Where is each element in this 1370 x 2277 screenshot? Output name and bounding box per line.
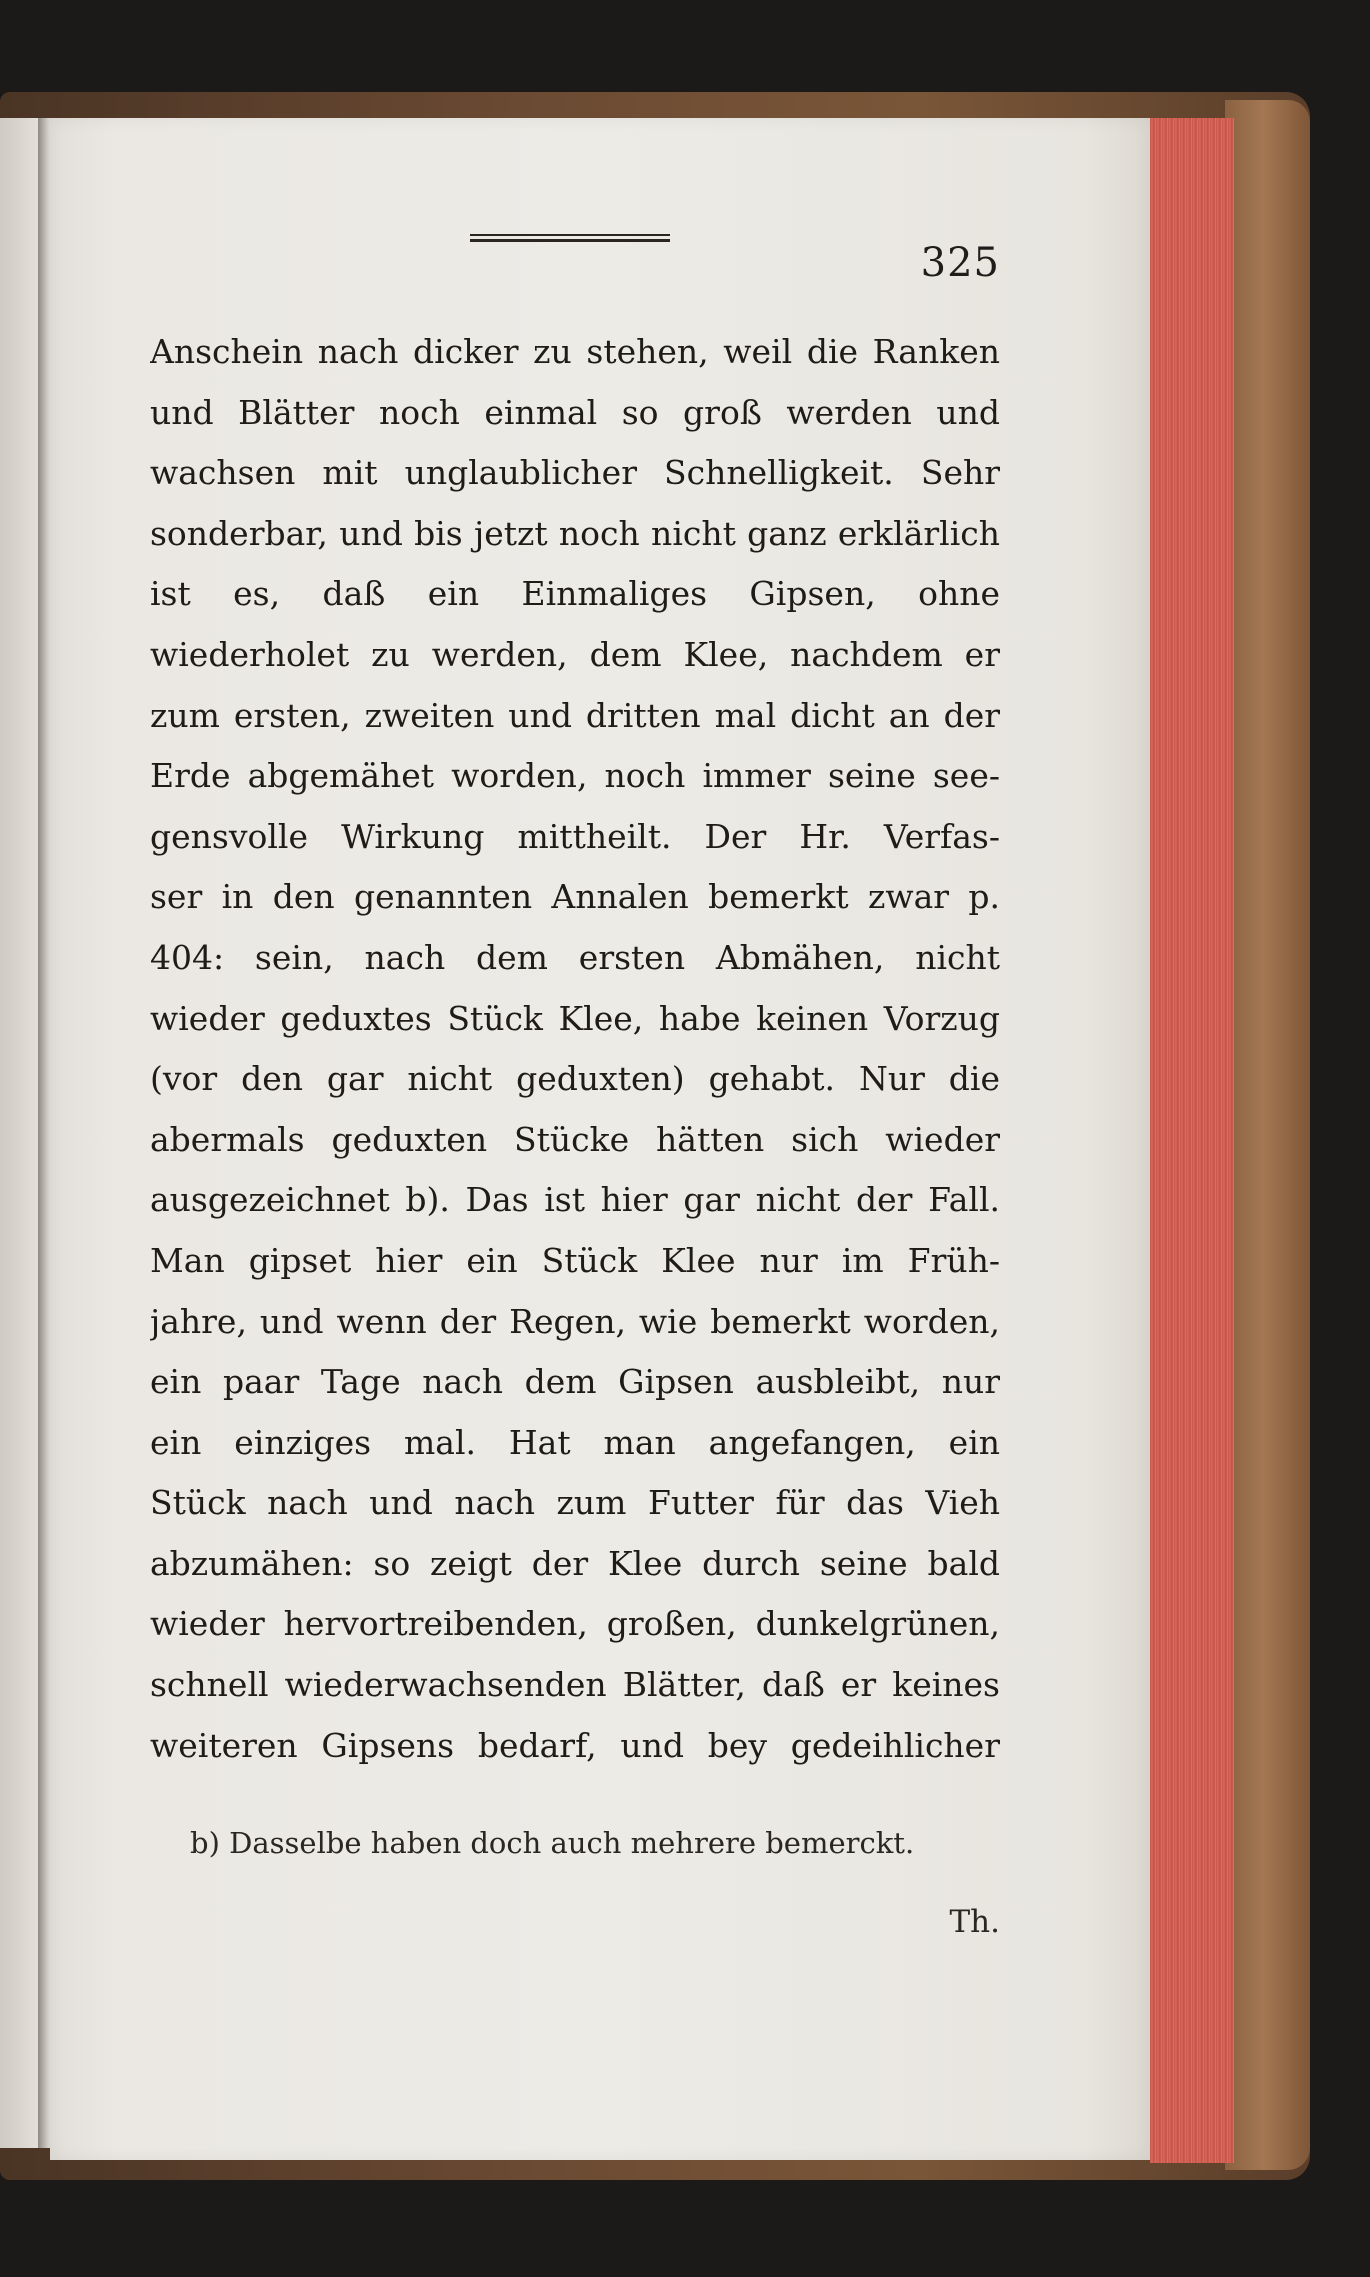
text-line: wachsen mit unglaublicher Schnelligkeit. Sehr bbox=[150, 453, 1000, 493]
text-line: Stück nach und nach zum Futter für das Vieh bbox=[150, 1483, 1000, 1523]
page-number: 325 bbox=[920, 240, 1000, 286]
text-line: abermals geduxten Stücke hätten sich wieder bbox=[150, 1119, 1000, 1159]
text-line: abzumähen: so zeigt der Klee durch seine bald bbox=[150, 1543, 1000, 1583]
text-line: Anschein nach dicker zu stehen, weil die Ranken bbox=[150, 332, 1000, 371]
text-line: Man gipset hier ein Stück Klee nur im Früh- bbox=[150, 1240, 1000, 1280]
footnote: b) Dasselbe haben doch auch mehrere bemerckt. bbox=[190, 1826, 915, 1860]
header-rule-thick bbox=[470, 239, 670, 242]
text-line: und Blätter noch einmal so groß werden und bbox=[150, 392, 1000, 432]
text-line: wiederholet zu werden, dem Klee, nachdem er bbox=[150, 634, 1000, 674]
text-line: weiteren Gipsens bedarf, und bey gedeihlicher bbox=[150, 1725, 1000, 1765]
header-rule bbox=[470, 234, 670, 246]
book-board-edge bbox=[1225, 100, 1310, 2170]
text-line: wieder geduxtes Stück Klee, habe keinen Vorzug bbox=[150, 998, 1000, 1038]
text-line: ist es, daß ein Einmaliges Gipsen, ohne bbox=[150, 574, 1000, 614]
text-line: sonderbar, und bis jetzt noch nicht ganz erklärlich bbox=[150, 513, 1000, 553]
text-line: gensvolle Wirkung mittheilt. Der Hr. Verfas- bbox=[150, 816, 1000, 856]
text-line: jahre, und wenn der Regen, wie bemerkt worden, bbox=[150, 1301, 1000, 1341]
header-rule-thin bbox=[470, 234, 670, 236]
text-line: wieder hervortreibenden, großen, dunkelgrünen, bbox=[150, 1604, 1000, 1644]
text-line: ser in den genannten Annalen bemerkt zwar p. bbox=[150, 877, 1000, 917]
text-line: ein paar Tage nach dem Gipsen ausbleibt, nur bbox=[150, 1362, 1000, 1402]
text-line: schnell wiederwachsenden Blätter, daß er keines bbox=[150, 1665, 1000, 1705]
text-line: (vor den gar nicht geduxten) gehabt. Nur die bbox=[150, 1059, 1000, 1099]
page-edges-red bbox=[1150, 118, 1234, 2163]
text-line: ausgezeichnet b). Das ist hier gar nicht der Fall. bbox=[150, 1180, 1000, 1220]
text-line: Erde abgemähet worden, noch immer seine see- bbox=[150, 756, 1000, 796]
catchword: Th. bbox=[949, 1904, 1000, 1940]
body-text bbox=[150, 322, 1000, 1776]
text-line: zum ersten, zweiten und dritten mal dicht an der bbox=[150, 695, 1000, 735]
text-line: ein einziges mal. Hat man angefangen, ein bbox=[150, 1422, 1000, 1462]
left-page-edge bbox=[0, 118, 40, 2148]
text-line: 404: sein, nach dem ersten Abmähen, nicht bbox=[150, 937, 1000, 977]
